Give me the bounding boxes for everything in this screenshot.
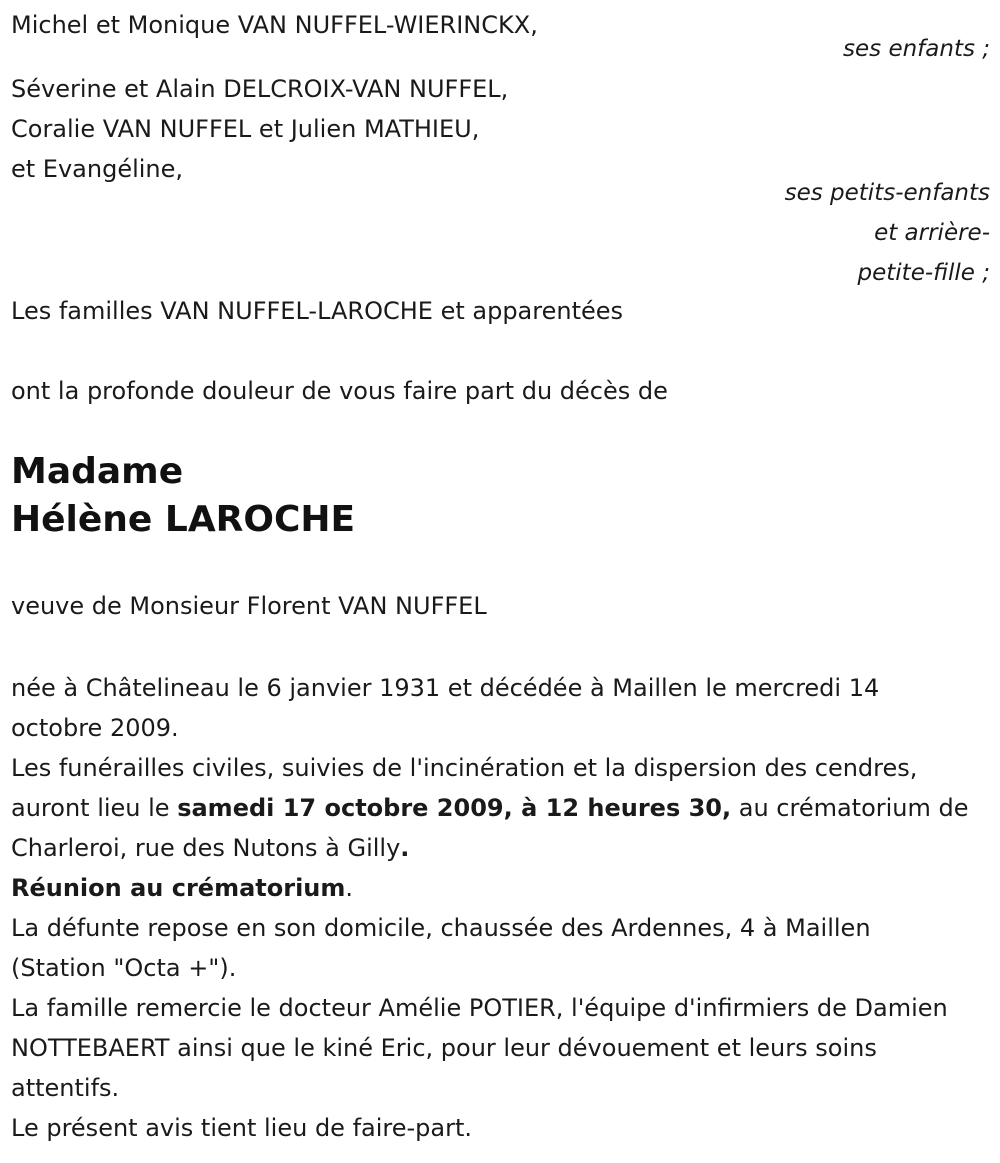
funeral-text xyxy=(11,748,971,868)
funeral-intro: Les funérailles civiles, suivies de l'incinération et la dispersion des cendres, auront lieu le xyxy=(11,754,918,822)
reunion-label: Réunion au crématorium xyxy=(11,874,346,902)
funeral-date: samedi 17 octobre 2009, à 12 heures 30, xyxy=(177,794,732,822)
deceased-title: Madame xyxy=(11,451,184,492)
thanks-text: La famille remercie le docteur Amélie POTIER, l'équipe d'infirmiers de Damien NOTTEBAERT ainsi que le kiné Eric, pour leur dévouement et leurs soins attentifs. xyxy=(11,994,948,1102)
grandchildren-label-2: et arrière- xyxy=(874,220,990,246)
details-block xyxy=(11,668,971,1148)
children-label: ses enfants ; xyxy=(843,36,990,62)
grandchild-line-1: Séverine et Alain DELCROIX-VAN NUFFEL, xyxy=(11,75,509,103)
announcement-line: ont la profonde douleur de vous faire part du décès de xyxy=(11,377,668,405)
families-line: Les familles VAN NUFFEL-LAROCHE et apparentées xyxy=(11,297,624,325)
grandchildren-label-1: ses petits-enfants xyxy=(784,180,990,206)
notice-text: Le présent avis tient lieu de faire-part. xyxy=(11,1114,473,1142)
children-names: Michel et Monique VAN NUFFEL-WIERINCKX, xyxy=(11,11,538,39)
deceased-name: Hélène LAROCHE xyxy=(11,499,356,540)
grandchild-line-2: Coralie VAN NUFFEL et Julien MATHIEU, xyxy=(11,115,480,143)
widow-of-line: veuve de Monsieur Florent VAN NUFFEL xyxy=(11,592,487,620)
birth-death-text: née à Châtelineau le 6 janvier 1931 et décédée à Maillen le mercredi 14 octobre 2009. xyxy=(11,674,880,742)
grandchild-line-3: et Evangéline, xyxy=(11,155,184,183)
reunion-text xyxy=(11,868,971,908)
funeral-place: au crématorium de Charleroi, rue des Nutons à Gilly xyxy=(11,794,969,862)
grandchildren-label-3: petite-fille ; xyxy=(857,260,990,286)
rests-text: La défunte repose en son domicile, chaussée des Ardennes, 4 à Maillen (Station "Octa +"). xyxy=(11,914,871,982)
funeral-period: . xyxy=(400,834,410,862)
reunion-period: . xyxy=(345,874,354,902)
